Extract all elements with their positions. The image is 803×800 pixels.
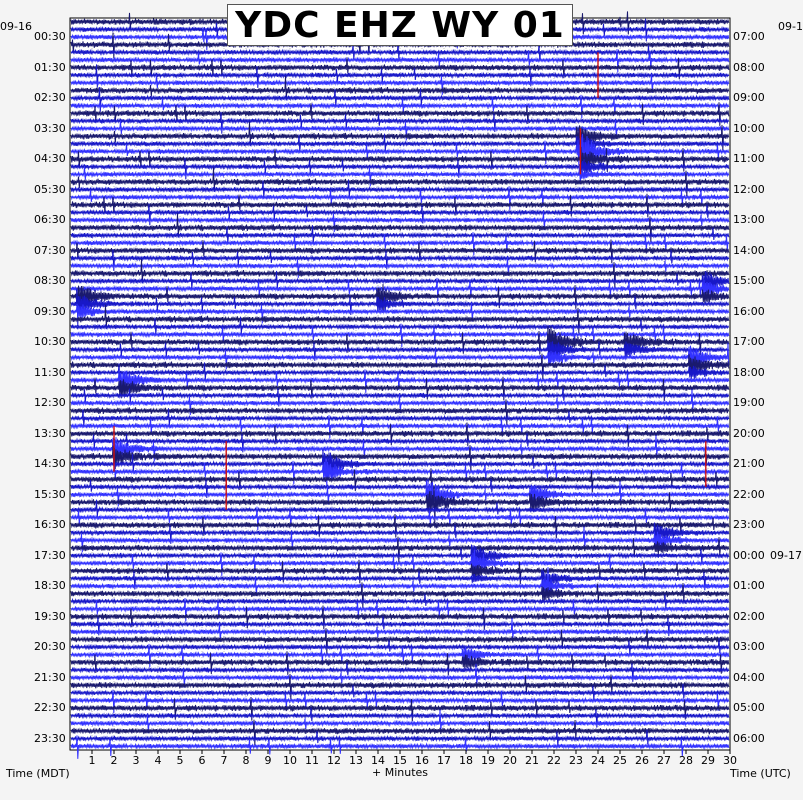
x-tick-label: 23 [569, 754, 583, 767]
right-time-label: 21:00 [733, 457, 765, 471]
start-date-left: 09-16 [0, 20, 32, 33]
left-time-label: 05:30 [34, 182, 66, 196]
right-time-label: 03:00 [733, 640, 765, 654]
right-time-label: 14:00 [733, 243, 765, 257]
right-time-label: 10:00 [733, 121, 765, 135]
left-time-label: 18:30 [34, 579, 66, 593]
x-tick-label: 28 [679, 754, 693, 767]
right-time-label: 04:00 [733, 670, 765, 684]
x-tick-label: 21 [525, 754, 539, 767]
left-time-label: 00:30 [34, 30, 66, 44]
x-tick-label: 17 [437, 754, 451, 767]
left-time-label: 13:30 [34, 426, 66, 440]
right-time-label: 11:00 [733, 152, 765, 166]
x-tick-label: 27 [657, 754, 671, 767]
left-time-label: 22:30 [34, 701, 66, 715]
x-tick-label: 26 [635, 754, 649, 767]
x-tick-label: 18 [459, 754, 473, 767]
x-tick-label: 29 [701, 754, 715, 767]
x-tick-label: 6 [198, 754, 206, 767]
left-time-label: 11:30 [34, 365, 66, 379]
x-tick-label: 24 [591, 754, 605, 767]
x-tick-label: 19 [481, 754, 495, 767]
x-tick-label: 12 [327, 754, 341, 767]
right-time-label: 23:00 [733, 518, 765, 532]
left-time-label: 03:30 [34, 121, 66, 135]
left-time-label: 10:30 [34, 335, 66, 349]
right-time-label: 02:00 [733, 609, 765, 623]
x-tick-label: 8 [242, 754, 250, 767]
right-time-label: 22:00 [733, 487, 765, 501]
left-time-label: 02:30 [34, 91, 66, 105]
x-axis-label: + Minutes [372, 766, 429, 779]
right-time-label: 15:00 [733, 274, 765, 288]
left-time-label: 21:30 [34, 670, 66, 684]
x-tick-label: 15 [393, 754, 407, 767]
left-time-label: 07:30 [34, 243, 66, 257]
right-time-label: 13:00 [733, 213, 765, 227]
right-time-label: 16:00 [733, 304, 765, 318]
right-time-label: 07:00 [733, 30, 765, 44]
left-time-label: 08:30 [34, 274, 66, 288]
right-time-label: 09:00 [733, 91, 765, 105]
start-date-right: 09-1 [778, 20, 803, 33]
left-time-label: 04:30 [34, 152, 66, 166]
x-tick-label: 10 [283, 754, 297, 767]
x-tick-label: 20 [503, 754, 517, 767]
left-time-label: 20:30 [34, 640, 66, 654]
left-time-label: 16:30 [34, 518, 66, 532]
right-time-label: 06:00 [733, 731, 765, 745]
x-tick-label: 11 [305, 754, 319, 767]
x-tick-label: 3 [132, 754, 140, 767]
x-tick-label: 22 [547, 754, 561, 767]
right-time-label: 05:00 [733, 701, 765, 715]
right-axis-label: Time (UTC) [730, 767, 791, 780]
date-change-label: 09-17 [770, 548, 802, 562]
x-tick-label: 30 [723, 754, 737, 767]
left-time-label: 14:30 [34, 457, 66, 471]
left-time-label: 09:30 [34, 304, 66, 318]
right-time-label: 20:00 [733, 426, 765, 440]
left-time-label: 15:30 [34, 487, 66, 501]
x-tick-label: 4 [154, 754, 162, 767]
x-tick-label: 13 [349, 754, 363, 767]
x-tick-label: 9 [264, 754, 272, 767]
right-time-label: 12:00 [733, 182, 765, 196]
x-tick-label: 2 [110, 754, 118, 767]
right-time-label: 00:00 [733, 548, 765, 562]
x-tick-label: 14 [371, 754, 385, 767]
right-time-label: 08:00 [733, 60, 765, 74]
chart-title: YDC EHZ WY 01 [227, 4, 573, 46]
right-time-label: 18:00 [733, 365, 765, 379]
left-time-label: 06:30 [34, 213, 66, 227]
left-time-label: 19:30 [34, 609, 66, 623]
right-time-label: 01:00 [733, 579, 765, 593]
x-tick-label: 25 [613, 754, 627, 767]
left-axis-label: Time (MDT) [6, 767, 70, 780]
left-time-label: 23:30 [34, 731, 66, 745]
left-time-label: 17:30 [34, 548, 66, 562]
right-time-label: 19:00 [733, 396, 765, 410]
left-time-label: 01:30 [34, 60, 66, 74]
x-tick-label: 1 [88, 754, 96, 767]
x-tick-label: 5 [176, 754, 184, 767]
x-tick-label: 16 [415, 754, 429, 767]
left-time-label: 12:30 [34, 396, 66, 410]
x-tick-label: 7 [220, 754, 228, 767]
right-time-label: 17:00 [733, 335, 765, 349]
